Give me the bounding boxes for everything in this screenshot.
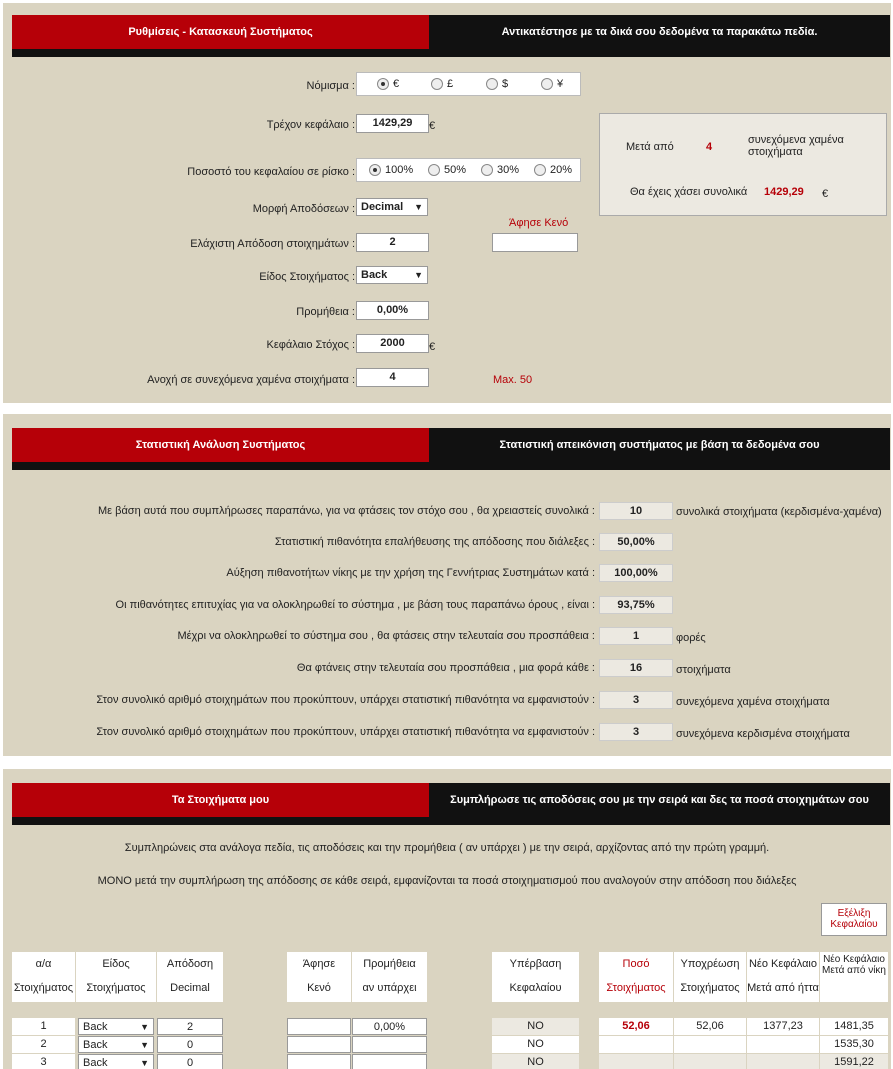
col-stake-header: Ποσό Στοιχήματος: [599, 952, 673, 1002]
capital-label: Τρέχον κεφάλαιο :: [266, 119, 355, 131]
instruction-note-2: ΜΟΝΟ μετά την συμπλήρωση της απόδοσης σε κάθε σειρά, εμφανίζονται τα ποσά στοιχηματισμού που αναλογούν στην απόδοση που διάλεξες: [97, 875, 797, 887]
my-bets-header-title: Τα Στοιχήματα μου: [12, 783, 429, 817]
radio-icon: [431, 78, 443, 90]
radio-icon: [534, 164, 546, 176]
risk-radio-100[interactable]: 100%: [369, 164, 413, 176]
stat-row: Στον συνολικό αριθμό στοιχημάτων που προκύπτουν, υπάρχει στατιστική πιθανότητα να εμφανιστούν : 3 συνεχόμενα κερδισμένα στοιχήματα: [3, 723, 891, 743]
currency-radio-gbp[interactable]: £: [431, 78, 453, 90]
table-row: 1 Back ▼ 2 0,00% NO 52,06 52,06 1377,23 1481,35: [3, 1018, 891, 1035]
empty-row-input[interactable]: [287, 1036, 351, 1053]
my-bets-header-subtitle: Συμπλήρωσε τις αποδόσεις σου με την σειρά και δες τα ποσά στοιχημάτων σου: [429, 783, 890, 817]
stat-value: 93,75%: [599, 596, 673, 614]
my-bets-header: [12, 783, 890, 817]
radio-selected-icon: [369, 164, 381, 176]
stat-row: Στον συνολικό αριθμό στοιχημάτων που προκύπτουν, υπάρχει στατιστική πιθανότητα να εμφανιστούν : 3 συνεχόμενα χαμένα στοιχήματα: [3, 691, 891, 711]
radio-icon: [428, 164, 440, 176]
tolerance-label: Ανοχή σε συνεχόμενα χαμένα στοιχήματα :: [147, 374, 355, 386]
risk-radio-50[interactable]: 50%: [428, 164, 466, 176]
statistics-header-title: Στατιστική Ανάλυση Συστήματος: [12, 428, 429, 462]
stat-value: 3: [599, 723, 673, 741]
radio-icon: [541, 78, 553, 90]
col-liability-header: Υποχρέωση Στοιχήματος: [674, 952, 746, 1002]
table-row: 2 Back ▼ 0 NO 1535,30: [3, 1036, 891, 1053]
instruction-note-1: Συμπληρώνεις στα ανάλογα πεδία, τις αποδόσεις και την προμήθεια ( αν υπάρχει ) με την σειρά, αρχίζοντας από την πρώτη γραμμή.: [124, 842, 770, 854]
commission-row-input[interactable]: 0,00%: [352, 1018, 427, 1035]
stat-row: Αύξηση πιθανοτήτων νίκης με την χρήση της Γεννήτριας Συστημάτων κατά : 100,00%: [3, 564, 891, 584]
leave-empty-input[interactable]: [492, 233, 578, 252]
settings-header-subtitle: Αντικατέστησε με τα δικά σου δεδομένα τα παρακάτω πεδία.: [429, 15, 890, 49]
after-value: 4: [706, 141, 713, 153]
min-odds-label: Ελάχιστη Απόδοση στοιχημάτων :: [190, 238, 355, 250]
bet-type-row-select[interactable]: Back ▼: [78, 1036, 154, 1053]
stat-row: Με βάση αυτά που συμπλήρωσες παραπάνω, για να φτάσεις τον στόχο σου , θα χρειαστείς συνολικά : 10 συνολικά στοιχήματα (κερδισμένα-χαμένα): [3, 502, 891, 522]
loss-info-box: [599, 113, 887, 216]
commission-row-input[interactable]: [352, 1036, 427, 1053]
empty-row-input[interactable]: [287, 1018, 351, 1035]
after-label: Μετά από: [626, 141, 674, 153]
stat-row: Στατιστική πιθανότητα επαλήθευσης της απόδοσης που διάλεξες : 50,00%: [3, 533, 891, 553]
commission-input[interactable]: 0,00%: [356, 301, 429, 320]
capital-unit: €: [429, 120, 436, 132]
tolerance-input[interactable]: 4: [356, 368, 429, 387]
target-unit: €: [429, 341, 436, 353]
col-excess-header: Υπέρβαση Κεφαλαίου: [492, 952, 579, 1002]
leave-empty-label: Άφησε Κενό: [509, 217, 569, 229]
settings-header: [12, 15, 890, 49]
col-newcap-win-header: Νέο Κεφάλαιο Μετά από νίκη: [820, 952, 888, 1002]
radio-icon: [481, 164, 493, 176]
bet-type-row-select[interactable]: Back ▼: [78, 1054, 154, 1069]
currency-radio-eur[interactable]: €: [377, 78, 399, 90]
settings-header-title: Ρυθμίσεις - Κατασκευή Συστήματος: [12, 15, 429, 49]
risk-label: Ποσοστό του κεφαλαίου σε ρίσκο :: [187, 166, 355, 178]
col-odds-header: Απόδοση Decimal: [157, 952, 223, 1002]
radio-icon: [486, 78, 498, 90]
capital-input[interactable]: 1429,29: [356, 114, 429, 133]
stat-value: 1: [599, 627, 673, 645]
dropdown-arrow-icon: ▼: [414, 270, 423, 280]
min-odds-input[interactable]: 2: [356, 233, 429, 252]
odds-format-select[interactable]: Decimal ▼: [356, 198, 428, 216]
stat-value: 10: [599, 502, 673, 520]
stat-value: 100,00%: [599, 564, 673, 582]
odds-row-input[interactable]: 0: [157, 1054, 223, 1069]
bet-type-select[interactable]: Back ▼: [356, 266, 428, 284]
currency-label: Νόμισμα :: [306, 80, 355, 92]
lost-value: 1429,29: [764, 186, 804, 198]
dropdown-arrow-icon: ▼: [140, 1022, 149, 1032]
dropdown-arrow-icon: ▼: [140, 1058, 149, 1068]
currency-radio-usd[interactable]: $: [486, 78, 508, 90]
odds-row-input[interactable]: 0: [157, 1036, 223, 1053]
commission-row-input[interactable]: [352, 1054, 427, 1069]
stat-row: Οι πιθανότητες επιτυχίας για να ολοκληρωθεί το σύστημα , με βάση τους παραπάνω όρους , είναι : 93,75%: [3, 596, 891, 616]
tolerance-max: Max. 50: [493, 374, 533, 386]
col-type-header: Είδος Στοιχήματος: [76, 952, 156, 1002]
odds-row-input[interactable]: 2: [157, 1018, 223, 1035]
settings-panel: [3, 3, 891, 403]
target-input[interactable]: 2000: [356, 334, 429, 353]
stat-value: 3: [599, 691, 673, 709]
empty-row-input[interactable]: [287, 1054, 351, 1069]
odds-format-label: Μορφή Αποδόσεων :: [252, 203, 355, 215]
lost-label: Θα έχεις χάσει συνολικά: [630, 186, 748, 198]
statistics-panel: [3, 414, 891, 756]
after-suffix: συνεχόμενα χαμένα στοιχήματα: [748, 134, 844, 158]
dropdown-arrow-icon: ▼: [414, 202, 423, 212]
currency-radio-jpy[interactable]: ¥: [541, 78, 563, 90]
stat-value: 50,00%: [599, 533, 673, 551]
risk-radio-20[interactable]: 20%: [534, 164, 572, 176]
radio-selected-icon: [377, 78, 389, 90]
lost-unit: €: [822, 188, 829, 200]
my-bets-panel: [3, 769, 891, 1069]
table-row: 3 Back ▼ 0 NO 1591,22: [3, 1054, 891, 1069]
bet-type-row-select[interactable]: Back ▼: [78, 1018, 154, 1035]
stat-value: 16: [599, 659, 673, 677]
risk-radio-group: [356, 158, 581, 182]
commission-label: Προμήθεια :: [296, 306, 355, 318]
statistics-header: [12, 428, 890, 462]
stat-row: Μέχρι να ολοκληρωθεί το σύστημα σου , θα φτάσεις στην τελευταία σου προσπάθεια : 1 φορές: [3, 627, 891, 647]
risk-radio-30[interactable]: 30%: [481, 164, 519, 176]
bet-type-label: Είδος Στοιχήματος :: [259, 271, 355, 283]
col-commission-header: Προμήθεια αν υπάρχει: [352, 952, 427, 1002]
currency-radio-group: [356, 72, 581, 96]
statistics-header-subtitle: Στατιστική απεικόνιση συστήματος με βάση τα δεδομένα σου: [429, 428, 890, 462]
stat-row: Θα φτάνεις στην τελευταία σου προσπάθεια , μια φορά κάθε : 16 στοιχήματα: [3, 659, 891, 679]
dropdown-arrow-icon: ▼: [140, 1040, 149, 1050]
col-newcap-loss-header: Νέο Κεφάλαιο Μετά από ήττα: [747, 952, 819, 1002]
col-idx-header: α/α Στοιχήματος: [12, 952, 75, 1002]
target-label: Κεφάλαιο Στόχος :: [266, 339, 355, 351]
col-empty-header: Άφησε Κενό: [287, 952, 351, 1002]
capital-evolution-button[interactable]: Εξέλιξη Κεφαλαίου: [821, 903, 887, 936]
